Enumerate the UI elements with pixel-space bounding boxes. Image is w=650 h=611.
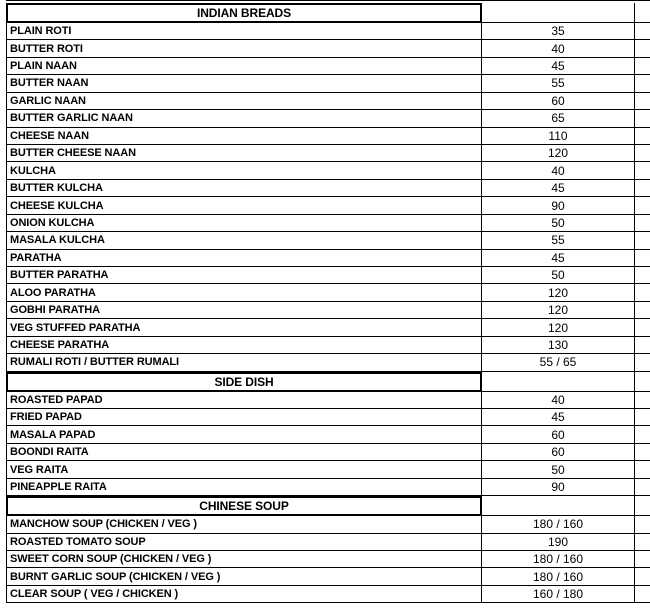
- extra-column: [635, 128, 650, 145]
- menu-item-row: [6, 58, 650, 75]
- item-name: BOONDI RAITA: [6, 444, 482, 461]
- extra-column: [635, 250, 650, 267]
- menu-item-row: [6, 110, 650, 127]
- section-price-blank: [482, 372, 635, 392]
- menu-item-row: [6, 551, 650, 568]
- extra-column: [635, 392, 650, 409]
- item-name: BUTTER PARATHA: [6, 267, 482, 284]
- item-price: 120: [482, 145, 635, 162]
- menu-item-row: [6, 568, 650, 585]
- item-name: BURNT GARLIC SOUP (CHICKEN / VEG ): [6, 568, 482, 585]
- item-price: 45: [482, 58, 635, 75]
- item-name: KULCHA: [6, 162, 482, 179]
- extra-column: [635, 197, 650, 214]
- item-price: 60: [482, 93, 635, 110]
- item-name: BUTTER CHEESE NAAN: [6, 145, 482, 162]
- extra-column: [635, 302, 650, 319]
- item-price: 60: [482, 426, 635, 443]
- menu-item-row: [6, 426, 650, 443]
- item-name: BUTTER KULCHA: [6, 180, 482, 197]
- extra-column: [635, 232, 650, 249]
- extra-column: [635, 93, 650, 110]
- section-title: CHINESE SOUP: [6, 496, 482, 516]
- extra-column: [635, 40, 650, 57]
- item-name: SWEET CORN SOUP (CHICKEN / VEG ): [6, 551, 482, 568]
- section-price-blank: [482, 3, 635, 23]
- extra-column: [635, 354, 650, 371]
- item-name: ROASTED TOMATO SOUP: [6, 534, 482, 551]
- extra-column: [635, 284, 650, 301]
- section-price-blank: [482, 496, 635, 516]
- item-name: MASALA PAPAD: [6, 426, 482, 443]
- item-name: MANCHOW SOUP (CHICKEN / VEG ): [6, 516, 482, 533]
- item-price: 40: [482, 40, 635, 57]
- menu-item-row: [6, 461, 650, 478]
- item-name: PARATHA: [6, 250, 482, 267]
- menu-item-row: [6, 516, 650, 533]
- item-price: 90: [482, 479, 635, 496]
- item-name: BUTTER NAAN: [6, 75, 482, 92]
- extra-column: [635, 479, 650, 496]
- item-name: GOBHI PARATHA: [6, 302, 482, 319]
- menu-item-row: [6, 267, 650, 284]
- item-price: 180 / 160: [482, 568, 635, 585]
- item-price: 65: [482, 110, 635, 127]
- extra-column: [635, 110, 650, 127]
- extra-column: [635, 180, 650, 197]
- section-title: SIDE DISH: [6, 372, 482, 392]
- item-price: 55 / 65: [482, 354, 635, 371]
- menu-item-row: [6, 284, 650, 301]
- section-header: [6, 496, 650, 516]
- item-price: 45: [482, 180, 635, 197]
- item-name: FRIED PAPAD: [6, 409, 482, 426]
- menu-item-row: [6, 93, 650, 110]
- item-name: PLAIN ROTI: [6, 23, 482, 40]
- extra-column: [635, 409, 650, 426]
- extra-column: [635, 444, 650, 461]
- extra-column: [635, 586, 650, 603]
- item-name: VEG STUFFED PARATHA: [6, 319, 482, 336]
- extra-column: [635, 516, 650, 533]
- item-price: 110: [482, 128, 635, 145]
- item-name: PLAIN NAAN: [6, 58, 482, 75]
- extra-column: [635, 337, 650, 354]
- menu-item-row: [6, 23, 650, 40]
- item-name: PINEAPPLE RAITA: [6, 479, 482, 496]
- section-header: [6, 3, 650, 23]
- item-price: 60: [482, 444, 635, 461]
- extra-column: [635, 145, 650, 162]
- extra-column: [635, 319, 650, 336]
- item-price: 40: [482, 392, 635, 409]
- menu-item-row: [6, 409, 650, 426]
- item-name: GARLIC NAAN: [6, 93, 482, 110]
- menu-item-row: [6, 586, 650, 603]
- item-name: BUTTER GARLIC NAAN: [6, 110, 482, 127]
- top-border: [6, 0, 650, 1]
- item-price: 50: [482, 267, 635, 284]
- menu-item-row: [6, 197, 650, 214]
- item-price: 160 / 180: [482, 586, 635, 603]
- item-price: 40: [482, 162, 635, 179]
- item-price: 120: [482, 284, 635, 301]
- menu-item-row: [6, 392, 650, 409]
- item-name: VEG RAITA: [6, 461, 482, 478]
- item-name: CLEAR SOUP ( VEG / CHICKEN ): [6, 586, 482, 603]
- extra-column: [635, 75, 650, 92]
- item-name: CHEESE NAAN: [6, 128, 482, 145]
- item-price: 180 / 160: [482, 516, 635, 533]
- menu-item-row: [6, 534, 650, 551]
- item-price: 90: [482, 197, 635, 214]
- extra-column: [635, 58, 650, 75]
- section-title: INDIAN BREADS: [6, 3, 482, 23]
- item-name: RUMALI ROTI / BUTTER RUMALI: [6, 354, 482, 371]
- item-name: ONION KULCHA: [6, 215, 482, 232]
- item-name: ALOO PARATHA: [6, 284, 482, 301]
- menu-item-row: [6, 479, 650, 496]
- item-price: 45: [482, 409, 635, 426]
- extra-column: [635, 3, 650, 23]
- section-header: [6, 372, 650, 392]
- item-price: 35: [482, 23, 635, 40]
- extra-column: [635, 534, 650, 551]
- item-price: 180 / 160: [482, 551, 635, 568]
- menu-item-row: [6, 354, 650, 371]
- extra-column: [635, 215, 650, 232]
- item-price: 55: [482, 232, 635, 249]
- menu-item-row: [6, 444, 650, 461]
- item-price: 190: [482, 534, 635, 551]
- item-price: 50: [482, 215, 635, 232]
- menu-item-row: [6, 75, 650, 92]
- menu-item-row: [6, 232, 650, 249]
- menu-item-row: [6, 162, 650, 179]
- item-name: CHEESE PARATHA: [6, 337, 482, 354]
- extra-column: [635, 23, 650, 40]
- menu-item-row: [6, 128, 650, 145]
- extra-column: [635, 496, 650, 516]
- item-price: 130: [482, 337, 635, 354]
- menu-item-row: [6, 319, 650, 336]
- menu-item-row: [6, 250, 650, 267]
- extra-column: [635, 267, 650, 284]
- item-name: ROASTED PAPAD: [6, 392, 482, 409]
- extra-column: [635, 551, 650, 568]
- item-price: 50: [482, 461, 635, 478]
- extra-column: [635, 461, 650, 478]
- item-price: 120: [482, 302, 635, 319]
- extra-column: [635, 568, 650, 585]
- item-price: 120: [482, 319, 635, 336]
- item-name: CHEESE KULCHA: [6, 197, 482, 214]
- item-name: MASALA KULCHA: [6, 232, 482, 249]
- menu-item-row: [6, 145, 650, 162]
- menu-item-row: [6, 40, 650, 57]
- item-price: 55: [482, 75, 635, 92]
- item-price: 45: [482, 250, 635, 267]
- menu-item-row: [6, 215, 650, 232]
- item-name: BUTTER ROTI: [6, 40, 482, 57]
- menu-item-row: [6, 337, 650, 354]
- extra-column: [635, 426, 650, 443]
- menu-item-row: [6, 302, 650, 319]
- menu-item-row: [6, 180, 650, 197]
- extra-column: [635, 372, 650, 392]
- extra-column: [635, 162, 650, 179]
